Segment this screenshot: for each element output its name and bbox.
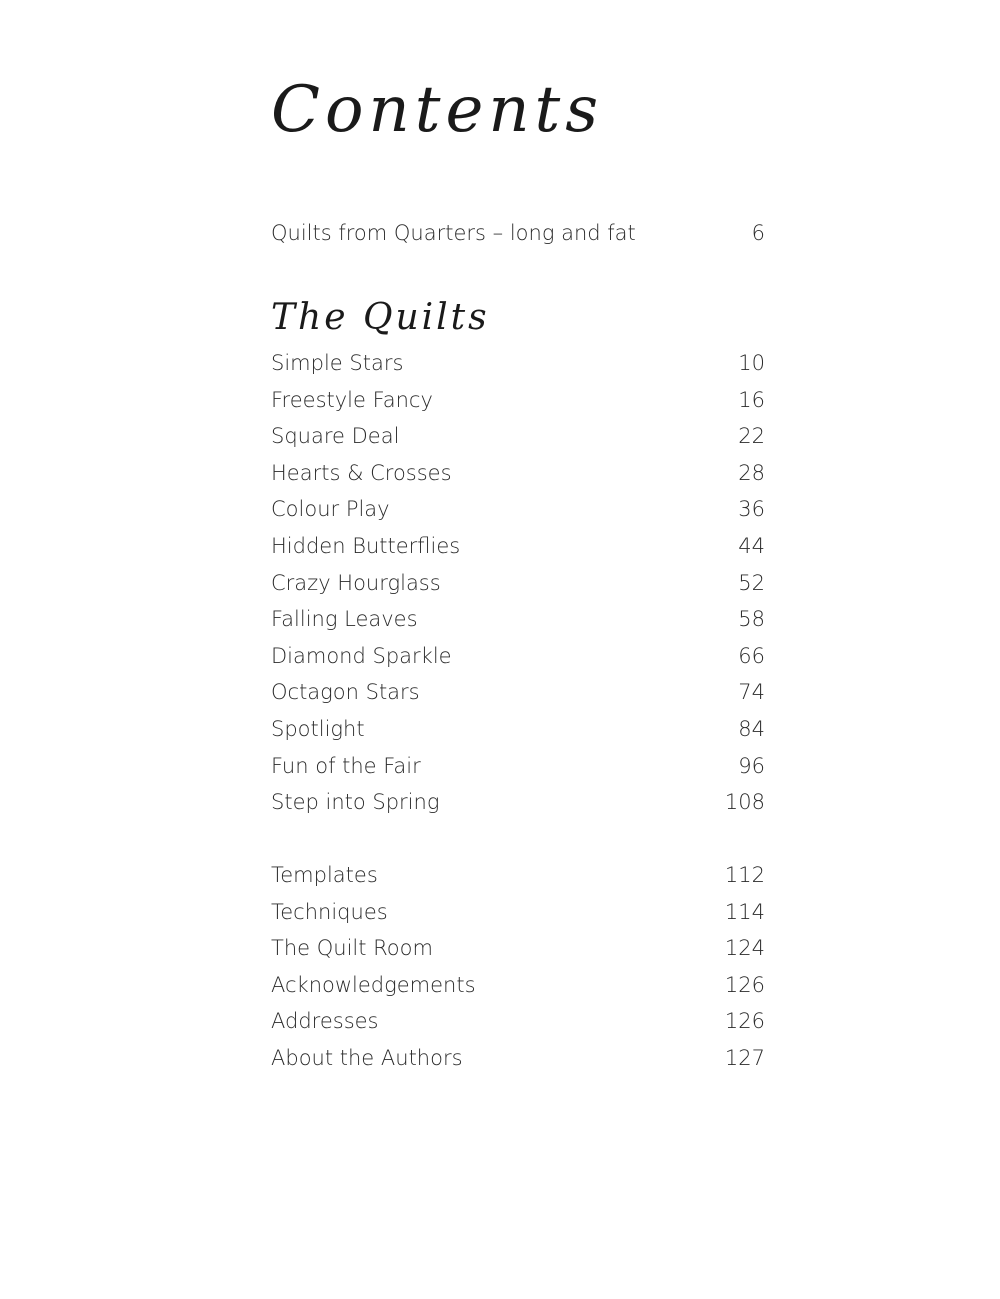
toc-entry [271, 787, 765, 817]
toc-entry-label: Falling Leaves [271, 607, 418, 632]
toc-entry-label: The Quilt Room [271, 936, 433, 961]
toc-entry-page: 114 [724, 899, 765, 924]
toc-entry-page: 28 [738, 460, 765, 485]
toc-entry [271, 677, 765, 707]
toc-entry-label: Fun of the Fair [271, 753, 421, 778]
toc-entry-label: Templates [271, 863, 378, 887]
toc-entry [271, 494, 765, 524]
toc-entry [271, 897, 765, 927]
toc-entry-label: Step into Spring [271, 790, 440, 815]
toc-entry-page: 126 [724, 1009, 765, 1034]
toc-entry-label: Simple Stars [271, 351, 404, 375]
page-title: Contents [271, 73, 604, 147]
toc-entry-label: Techniques [271, 899, 388, 924]
toc-entry [271, 641, 765, 671]
toc-entry-intro [271, 218, 765, 248]
toc-entry-label: About the Authors [271, 1046, 463, 1070]
toc-entry-page: 52 [738, 570, 765, 595]
toc-entry-label: Spotlight [271, 717, 365, 741]
toc-entry [271, 348, 765, 378]
toc-entry-page: 36 [738, 497, 765, 522]
toc-entry [271, 860, 765, 890]
toc-entry-label: Colour Play [271, 497, 390, 522]
toc-entry-label: Quilts from Quarters – long and fat [271, 221, 636, 245]
toc-entry [271, 568, 765, 598]
toc-entry-page: 74 [738, 680, 765, 705]
toc-entry-page: 58 [738, 607, 765, 632]
toc-entry [271, 933, 765, 963]
toc-entry [271, 385, 765, 415]
toc-entry [271, 458, 765, 488]
contents-page [271, 0, 765, 1299]
toc-entry-page: 112 [724, 863, 765, 887]
toc-entry-page: 22 [738, 424, 765, 449]
toc-entry-page: 126 [724, 972, 765, 997]
toc-entry [271, 970, 765, 1000]
toc-entry-label: Hearts & Crosses [271, 460, 452, 485]
toc-entry [271, 604, 765, 634]
toc-entry-page: 66 [738, 643, 765, 668]
toc-entry [271, 714, 765, 744]
toc-entry-page: 16 [738, 387, 765, 412]
toc-entry-label: Freestyle Fancy [271, 387, 433, 412]
toc-entry-page: 124 [724, 936, 765, 961]
toc-entry-page: 96 [738, 753, 765, 778]
toc-entry-page: 84 [738, 717, 765, 741]
toc-entry-page: 6 [751, 221, 765, 245]
toc-entry [271, 421, 765, 451]
toc-entry-page: 127 [724, 1046, 765, 1070]
toc-entry-label: Acknowledgements [271, 972, 476, 997]
toc-entry [271, 531, 765, 561]
toc-entry-page: 108 [724, 790, 765, 815]
toc-entry-label: Octagon Stars [271, 680, 420, 705]
toc-entry-label: Crazy Hourglass [271, 570, 441, 595]
toc-entry-label: Hidden Butterflies [271, 534, 461, 558]
toc-entry [271, 1043, 765, 1073]
toc-entry [271, 1006, 765, 1036]
toc-entry-page: 10 [738, 351, 765, 375]
toc-entry [271, 751, 765, 781]
toc-entry-page: 44 [738, 534, 765, 558]
toc-entry-label: Diamond Sparkle [271, 643, 452, 668]
toc-entry-label: Addresses [271, 1009, 379, 1034]
toc-entry-label: Square Deal [271, 424, 400, 449]
section-heading-quilts: The Quilts [271, 297, 490, 338]
